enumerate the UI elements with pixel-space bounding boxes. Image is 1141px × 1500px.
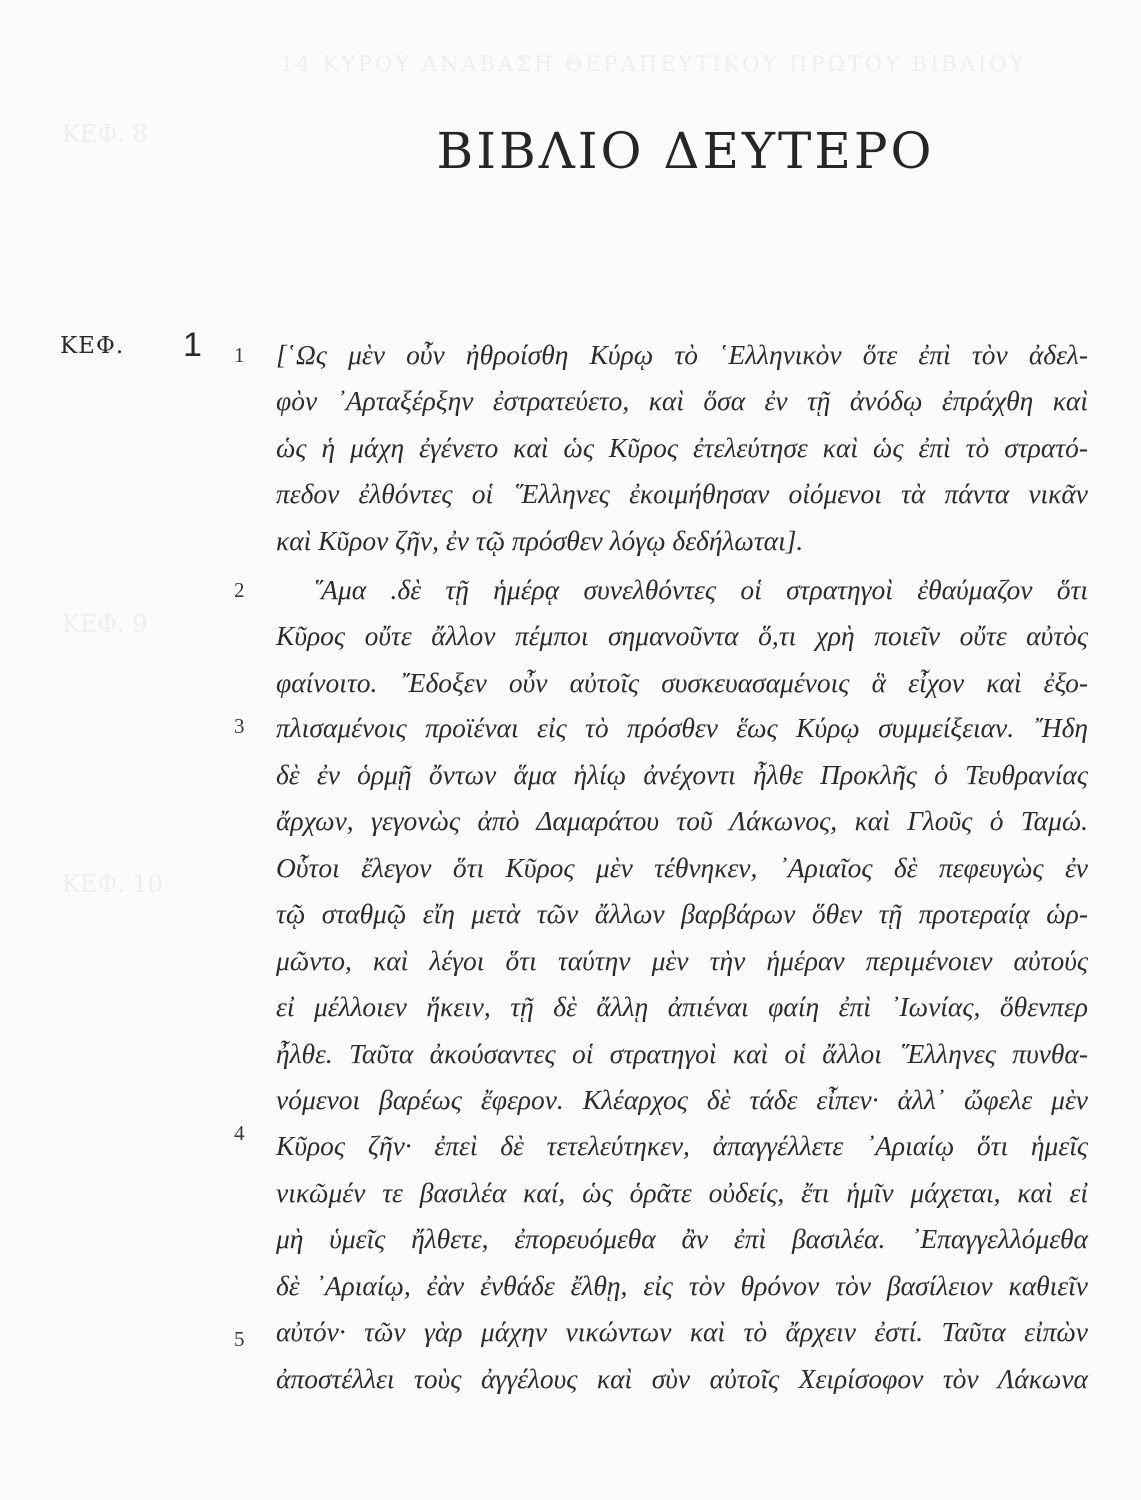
section-number: 2: [234, 578, 245, 602]
bleed-through-margin-label: ΚΕΦ. 8: [62, 120, 148, 148]
text-line: Κῦρος οὔτε ἄλλον πέμποι σημανοῦντα ὅ,τι χρὴ ποιεῖν οὔτε αὐτὸς: [276, 620, 1088, 651]
text-line: τῷ σταθμῷ εἴη μετὰ τῶν ἄλλων βαρβάρων ὅθεν τῇ προτεραίᾳ ὡρ-: [276, 898, 1088, 929]
chapter-number: 1: [183, 326, 202, 364]
text-line: πεδον ἐλθόντες οἱ ῞Ελληνες ἐκοιμήθησαν οἰόμενοι τὰ πάντα νικᾶν: [276, 478, 1088, 509]
section-number: 4: [234, 1121, 245, 1145]
text-line: μῶντο, καὶ λέγοι ὅτι ταύτην μὲν τὴν ἡμέραν περιμένοιεν αὐτούς: [276, 945, 1088, 976]
text-line: ἄρχων, γεγονὼς ἀπὸ Δαμαράτου τοῦ Λάκωνος, καὶ Γλοῦς ὁ Ταμώ.: [276, 805, 1088, 836]
section-number: 1: [234, 343, 245, 367]
text-line: νόμενοι βαρέως ἔφερον. Κλέαρχος δὲ τάδε εἶπεν· ἀλλ᾿ ὤφελε μὲν: [276, 1084, 1088, 1115]
bleed-through-margin-label: ΚΕΦ. 9: [62, 610, 148, 638]
text-line: μὴ ὑμεῖς ἤλθετε, ἐπορευόμεθα ἂν ἐπὶ βασιλέα. ᾿Επαγγελλόμεθα: [276, 1223, 1088, 1254]
section-number: 5: [234, 1327, 245, 1351]
text-line: φαίνοιτο. ῎Εδοξεν οὖν αὐτοῖς συσκευασαμένοις ἃ εἶχον καὶ ἐξο-: [276, 667, 1088, 698]
text-line: νικῶμέν τε βασιλέα καί, ὡς ὁρᾶτε οὐδείς, ἔτι ἡμῖν μάχεται, καὶ εἰ: [276, 1177, 1088, 1208]
text-line: ὡς ἡ μάχη ἐγένετο καὶ ὡς Κῦρος ἐτελεύτησε καὶ ὡς ἐπὶ τὸ στρατό-: [276, 432, 1088, 463]
text-line: [῾Ως μὲν οὖν ἠθροίσθη Κύρῳ τὸ ῾Ελληνικὸν ὅτε ἐπὶ τὸν ἀδελ-: [276, 339, 1088, 370]
text-line: ἦλθε. Ταῦτα ἀκούσαντες οἱ στρατηγοὶ καὶ οἱ ἄλλοι ῞Ελληνες πυνθα-: [276, 1038, 1088, 1069]
text-line: δὲ ᾿Αριαίῳ, ἐὰν ἐνθάδε ἔλθῃ, εἰς τὸν θρόνον τὸν βασίλειον καθιεῖν: [276, 1270, 1088, 1301]
text-line: φὸν ᾿Αρταξέρξην ἐστρατεύετο, καὶ ὅσα ἐν τῇ ἀνόδῳ ἐπράχθη καὶ: [276, 385, 1088, 416]
text-line: ἀποστέλλει τοὺς ἀγγέλους καὶ σὺν αὐτοῖς Χειρίσοφον τὸν Λάκωνα: [276, 1363, 1088, 1394]
text-line: ῞Αμα .δὲ τῇ ἡμέρᾳ συνελθόντες οἱ στρατηγοὶ ἐθαύμαζον ὅτι: [312, 574, 1088, 605]
text-line: Οὗτοι ἔλεγον ὅτι Κῦρος μὲν τέθνηκεν, ᾿Αριαῖος δὲ πεφευγὼς ἐν: [276, 852, 1088, 883]
text-line: Κῦρος ζῆν· ἐπεὶ δὲ τετελεύτηκεν, ἀπαγγέλλετε ᾿Αριαίῳ ὅτι ἡμεῖς: [276, 1130, 1088, 1161]
bleed-through-margin-label: ΚΕΦ. 10: [62, 870, 163, 898]
text-line: καὶ Κῦρον ζῆν, ἐν τῷ πρόσθεν λόγῳ δεδήλωται].: [276, 525, 804, 556]
text-line: αὐτόν· τῶν γὰρ μάχην νικώντων καὶ τὸ ἄρχειν ἐστί. Ταῦτα εἰπὼν: [276, 1316, 1088, 1347]
section-number: 3: [234, 714, 245, 738]
book-title: ΒΙΒΛΙΟ ΔΕΥΤΕΡΟ: [436, 122, 935, 180]
text-line: πλισαμένοις προϊέναι εἰς τὸ πρόσθεν ἕως Κύρῳ συμμείξειαν. ῎Ηδη: [276, 712, 1088, 743]
text-line: δὲ ἐν ὁρμῇ ὄντων ἅμα ἡλίῳ ἀνέχοντι ἦλθε Προκλῆς ὁ Τευθρανίας: [276, 759, 1088, 790]
bleed-through-header: 14 ΚΥΡΟΥ ΑΝΑΒΑΣΗ ΘΕΡΑΠΕΥΤΙΚΟΥ ΠΡΩΤΟΥ ΒΙΒΛΙΟΥ: [280, 52, 1027, 76]
text-line: εἰ μέλλοιεν ἥκειν, τῇ δὲ ἄλλῃ ἀπιέναι φαίη ἐπὶ ᾿Ιωνίας, ὅθενπερ: [276, 991, 1088, 1022]
chapter-label: ΚΕΦ.: [60, 333, 125, 359]
